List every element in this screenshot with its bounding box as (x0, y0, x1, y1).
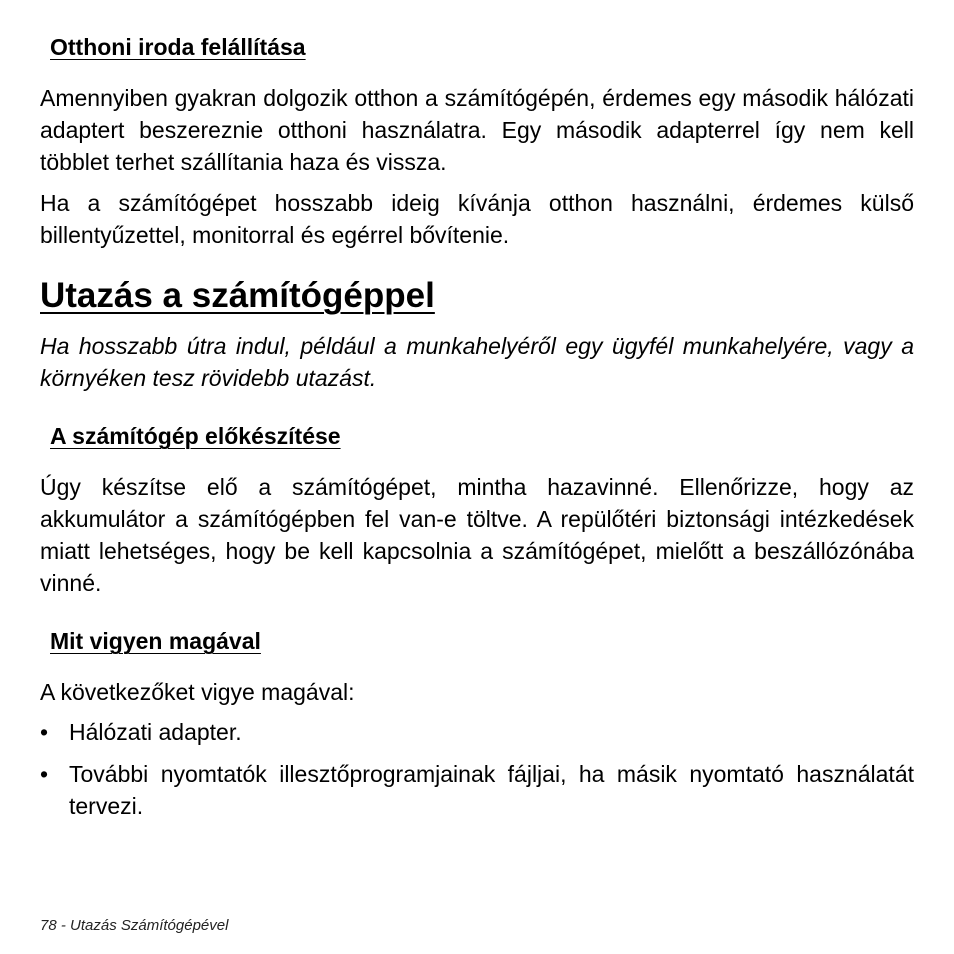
list-item (40, 716, 914, 748)
paragraph-prepare: Úgy készítse elő a számítógépet, mintha hazavinné. Ellenőrizze, hogy az akkumulátor a számítógépben fel van-e töltve. A repülőtéri biztonsági intézkedések miatt lehetséges, hogy be kell kapcsolnia a számítógépet, mielőtt a beszállózónába vinné. (40, 474, 914, 596)
subheading-prepare: A számítógép előkészítése (50, 423, 341, 449)
list-item (40, 758, 914, 822)
subheading-bring: Mit vigyen magával (50, 628, 261, 654)
subheading-home-office: Otthoni iroda felállítása (50, 34, 306, 60)
paragraph-bring-intro: A következőket vigye magával: (40, 679, 355, 705)
paragraph-home-office-1: Amennyiben gyakran dolgozik otthon a számítógépén, érdemes egy második hálózati adaptert beszereznie otthoni használatra. Egy második adapterrel így nem kell többlet terhet szállítania haza és vissza. (40, 85, 914, 175)
paragraph-home-office-2: Ha a számítógépet hosszabb ideig kívánja otthon használni, érdemes külső billentyűzettel, monitorral és egérrel bővítenie. (40, 190, 914, 248)
bullet-icon: • (40, 761, 49, 787)
page-footer: 78 - Utazás Számítógépével (40, 917, 229, 934)
paragraph-travel-intro: Ha hosszabb útra indul, például a munkahelyéről egy ügyfél munkahelyére, vagy a környéken tesz rövidebb utazást. (40, 333, 914, 391)
heading-travel: Utazás a számítógéppel (40, 276, 435, 315)
list-item-text: Hálózati adapter. (69, 719, 242, 745)
bullet-icon: • (40, 719, 49, 745)
list-item-text: További nyomtatók illesztőprogramjainak fájljai, ha másik nyomtató használatát tervezi. (69, 761, 914, 819)
